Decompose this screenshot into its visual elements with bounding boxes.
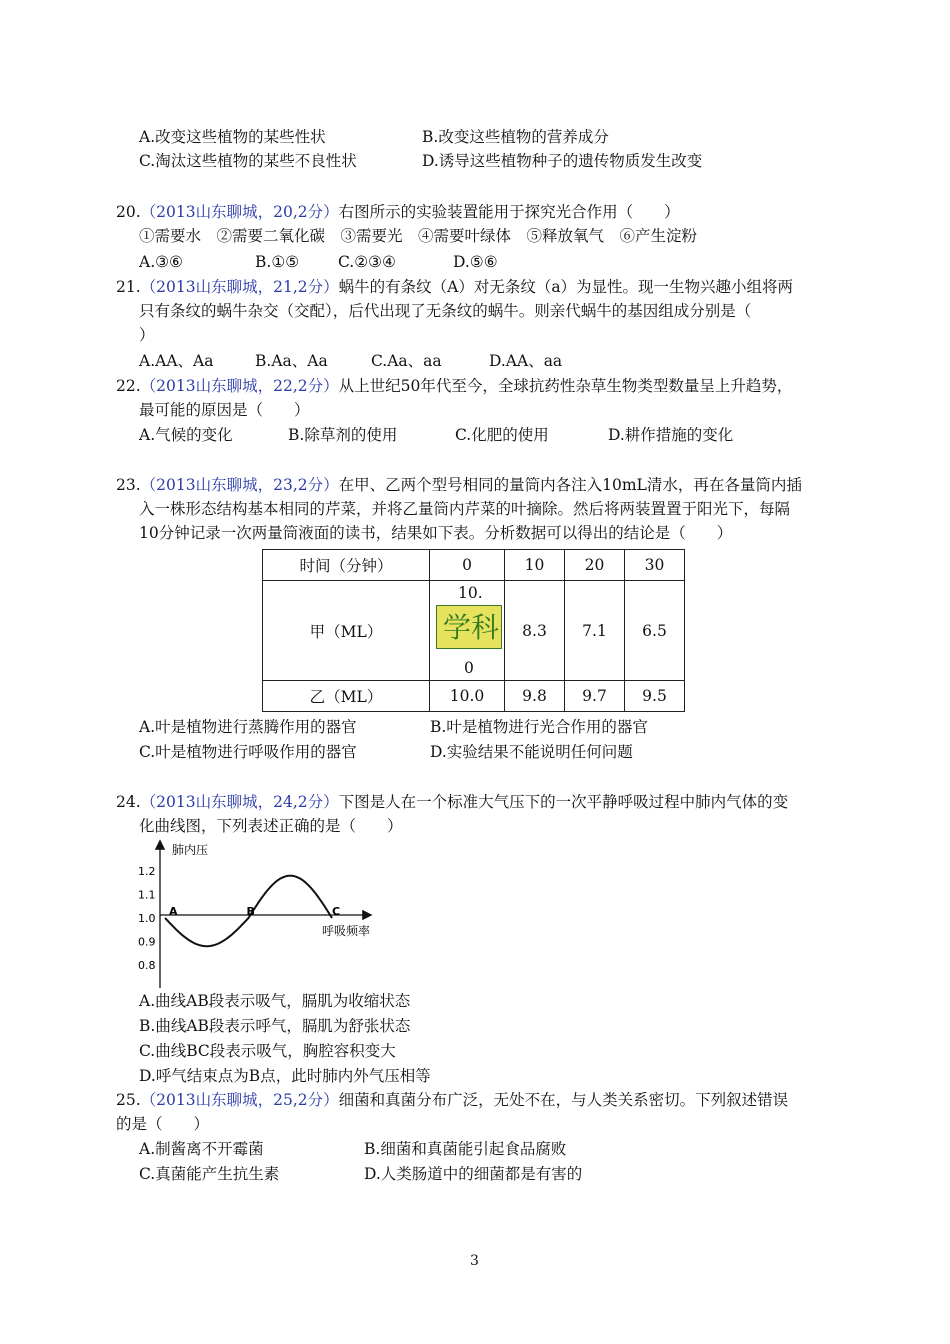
table-cell: 乙（ML） — [263, 681, 430, 712]
q25-option-c: C.真菌能产生抗生素 — [139, 1165, 280, 1183]
q23-source: （2013山东聊城，23,2分） — [140, 476, 339, 494]
q23-option-a: A.叶是植物进行蒸腾作用的器官 — [139, 718, 357, 736]
table-cell: 8.3 — [505, 581, 565, 681]
q23-option-c: C.叶是植物进行呼吸作用的器官 — [139, 743, 357, 761]
q25-source: （2013山东聊城，25,2分） — [140, 1091, 339, 1109]
y-tick-label: 1.0 — [138, 912, 156, 925]
watermark-logo: 学科 — [436, 605, 502, 649]
q25-line1: 细菌和真菌分布广泛，无处不在，与人类关系密切。下列叙述错误 — [338, 1091, 789, 1109]
page-number: 3 — [470, 1253, 479, 1269]
jia-value-bottom: 0 — [464, 659, 474, 677]
q21-stem — [116, 276, 793, 298]
q23-line1: 在甲、乙两个型号相同的量筒内各注入10mL清水，再在各量筒内插 — [338, 476, 802, 494]
q20-option-b: B.①⑤ — [255, 253, 300, 271]
q25-option-a: A.制酱离不开霉菌 — [139, 1140, 264, 1158]
q19-option-d: D.诱导这些植物种子的遗传物质发生改变 — [422, 152, 703, 170]
point-label-c: C — [332, 905, 341, 918]
table-cell: 7.1 — [565, 581, 625, 681]
q20-items: ①需要水 ②需要二氧化碳 ③需要光 ④需要叶绿体 ⑤释放氧气 ⑥产生淀粉 — [139, 227, 698, 245]
y-tick-label: 1.1 — [138, 888, 156, 902]
q20-text: 右图所示的实验装置能用于探究光合作用（ ） — [338, 203, 680, 221]
q23-line2: 入一株形态结构基本相同的芹菜，并将乙量筒内芹菜的叶摘除。然后将两装置置于阳光下，每隔 — [139, 500, 791, 518]
q22-option-d: D.耕作措施的变化 — [608, 426, 734, 444]
q19-option-c: C.淘汰这些植物的某些不良性状 — [139, 152, 357, 170]
q20-stem — [116, 201, 680, 223]
table-cell: 6.5 — [625, 581, 685, 681]
table-cell: 10.0 — [430, 681, 505, 712]
q23-option-b: B.叶是植物进行光合作用的器官 — [430, 718, 648, 736]
point-label-b: B — [246, 905, 255, 918]
q20-number: 20. — [116, 203, 141, 221]
q24-option-c: C.曲线BC段表示吸气，胸腔容积变大 — [139, 1042, 396, 1060]
q21-line1: 蜗牛的有条纹（A）对无条纹（a）为显性。现一生物兴趣小组将两 — [338, 278, 794, 296]
q24-stem — [116, 791, 788, 813]
q24-line2: 化曲线图，下列表述正确的是（ ） — [139, 817, 403, 835]
table-header-cell: 0 — [430, 550, 505, 581]
q23-line3: 10分钟记录一次两量筒液面的读书，结果如下表。分析数据可以得出的结论是（ ） — [139, 524, 733, 542]
q24-number: 24. — [116, 793, 141, 811]
q21-number: 21. — [116, 278, 141, 296]
q24-option-a: A.曲线AB段表示吸气，膈肌为收缩状态 — [139, 992, 411, 1010]
table-cell: 9.5 — [625, 681, 685, 712]
lung-pressure-chart — [134, 838, 384, 988]
table-header-row — [263, 550, 685, 581]
q22-option-b: B.除草剂的使用 — [288, 426, 398, 444]
q20-source: （2013山东聊城，20,2分） — [140, 203, 339, 221]
q19-option-a: A.改变这些植物的某些性状 — [139, 128, 326, 146]
q24-line1: 下图是人在一个标准大气压下的一次平静呼吸过程中肺内气体的变 — [338, 793, 789, 811]
table-row-jia — [263, 581, 685, 681]
q25-stem — [116, 1089, 788, 1111]
q21-line3: ） — [139, 326, 155, 344]
table-cell: 9.7 — [565, 681, 625, 712]
table-row-yi — [263, 681, 685, 712]
table-header-cell: 20 — [565, 550, 625, 581]
q21-source: （2013山东聊城，21,2分） — [140, 278, 339, 296]
jia-value-top: 10. — [458, 584, 483, 602]
y-tick-label: 0.8 — [138, 959, 156, 972]
q21-option-d: D.AA、aa — [489, 352, 563, 370]
table-cell: 9.8 — [505, 681, 565, 712]
q21-option-a: A.AA、Aa — [139, 352, 214, 370]
y-tick-label: 1.2 — [138, 865, 156, 878]
point-label-a: A — [169, 905, 178, 918]
q22-number: 22. — [116, 377, 141, 395]
q22-line1: 从上世纪50年代至今，全球抗药性杂草生物类型数量呈上升趋势， — [338, 377, 793, 395]
q19-option-b: B.改变这些植物的营养成分 — [422, 128, 609, 146]
y-tick-label: 0.9 — [138, 935, 156, 949]
q25-number: 25. — [116, 1091, 141, 1109]
q22-stem — [116, 375, 792, 397]
q22-option-c: C.化肥的使用 — [455, 426, 549, 444]
q20-option-d: D.⑤⑥ — [453, 253, 498, 271]
q22-line2: 最可能的原因是（ ） — [139, 401, 310, 419]
q24-option-d: D.呼气结束点为B点，此时肺内外气压相等 — [139, 1067, 431, 1085]
q20-option-a: A.③⑥ — [139, 253, 183, 271]
q23-stem — [116, 474, 802, 496]
x-axis-label: 呼吸频率 — [322, 924, 371, 938]
q25-option-d: D.人类肠道中的细菌都是有害的 — [364, 1165, 583, 1183]
q22-option-a: A.气候的变化 — [139, 426, 233, 444]
q21-option-b: B.Aa、Aa — [255, 352, 328, 370]
table-cell: 甲（ML） — [263, 581, 430, 681]
q21-option-c: C.Aa、aa — [371, 352, 442, 370]
q20-option-c: C.②③④ — [338, 253, 396, 271]
q23-number: 23. — [116, 476, 141, 494]
table-header-cell: 时间（分钟） — [263, 550, 430, 581]
q25-option-b: B.细菌和真菌能引起食品腐败 — [364, 1140, 567, 1158]
table-header-cell: 30 — [625, 550, 685, 581]
q23-option-d: D.实验结果不能说明任何问题 — [430, 743, 633, 761]
q22-source: （2013山东聊城，22,2分） — [140, 377, 339, 395]
q24-source: （2013山东聊城，24,2分） — [140, 793, 339, 811]
q24-option-b: B.曲线AB段表示呼气，膈肌为舒张状态 — [139, 1017, 411, 1035]
q25-line2: 的是（ ） — [116, 1115, 210, 1133]
q21-line2: 只有条纹的蜗牛杂交（交配），后代出现了无条纹的蜗牛。则亲代蜗牛的基因组成分别是（ — [139, 302, 752, 320]
table-header-cell: 10 — [505, 550, 565, 581]
y-axis-label: 肺内压 — [172, 843, 209, 857]
table-cell — [430, 581, 505, 681]
q23-data-table — [262, 549, 685, 712]
